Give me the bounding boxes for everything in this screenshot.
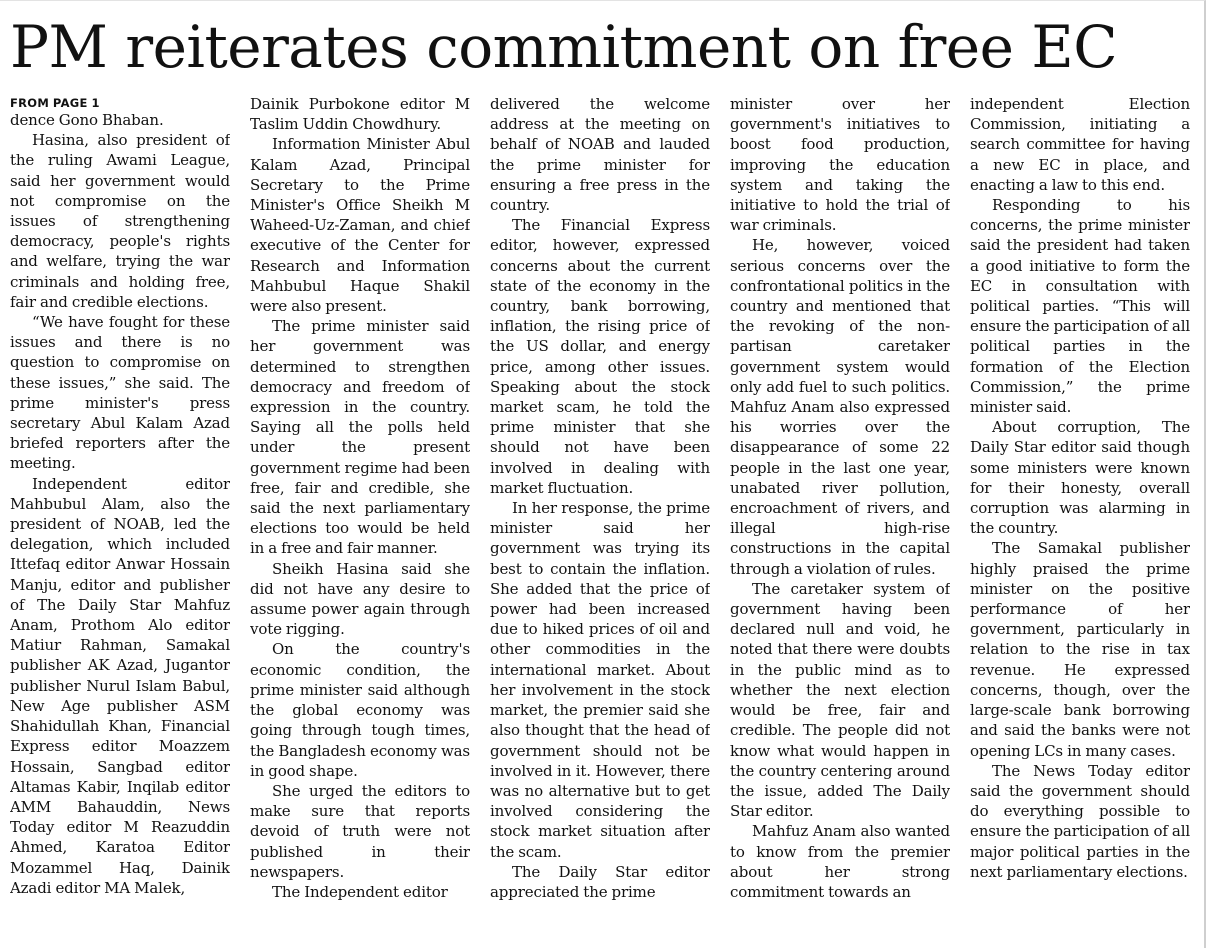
paragraph: The prime minister said her government was determined to strengthen democracy and freedom of expression in the country. Saying all the polls held under the present government regime had been free, fair and credible, she said the next parliamentary elections too would be held in a free and fair manner.	[250, 317, 470, 558]
paragraph: On the country's economic condition, the prime minister said although the global economy was going through tough times, the Bangladesh economy was in good shape.	[250, 640, 470, 780]
paragraph: The Financial Express editor, however, expressed concerns about the current state of the economy in the country, bank borrowing, inflation, the rising price of the US dollar, and energy price, among other issues. Speaking about the stock market scam, he told the prime minister that she should not have been involved in dealing with market fluctuation.	[490, 216, 710, 497]
column-5	[970, 94, 1190, 946]
article-body	[10, 94, 1194, 946]
paragraph: dence Gono Bhaban.	[10, 111, 164, 129]
paragraph: delivered the welcome address at the meeting on behalf of NOAB and lauded the prime minister for ensuring a free press in the country.	[490, 95, 710, 215]
paragraph: In her response, the prime minister said her government was trying its best to contain the inflation. She added that the price of power had been increased due to hiked prices of oil and other commodities in the international market. About her involvement in the stock market, the premier said she also thought that the head of government should not be involved in it. However, there was no alternative but to get involved considering the stock market situation after the scam.	[490, 499, 710, 861]
paragraph: Mahfuz Anam also wanted to know from the premier about her strong commitment towards an	[730, 822, 950, 901]
paragraph: Dainik Purbokone editor M Taslim Uddin Chowdhury.	[250, 95, 470, 134]
paragraph: Sheikh Hasina said she did not have any desire to assume power again through vote rigging.	[250, 559, 470, 639]
column-1	[10, 94, 230, 946]
column-4	[730, 94, 950, 946]
paragraph: Information Minister Abul Kalam Azad, Principal Secretary to the Prime Minister's Office Sheikh M Waheed-Uz-Zaman, and chief executive of the Center for Research and Information Mahbubul Haque Shakil were also present.	[250, 135, 470, 316]
column-3	[490, 94, 710, 946]
paragraph: He, however, voiced serious concerns over the confrontational politics in the country and mentioned that the revoking of the non-partisan caretaker government system would only add fuel to such politics. Mahfuz Anam also expressed his worries over the disappearance of some 22 people in the last one year, unabated river pollution, encroachment of rivers, and illegal high-rise constructions in the capital through a violation of rules.	[730, 236, 950, 578]
paragraph: “We have fought for these issues and there is no question to compromise on these issues,” she said. The prime minister's press secretary Abul Kalam Azad briefed reporters after the meeting.	[10, 313, 230, 473]
paragraph: Independent editor Mahbubul Alam, also the president of NOAB, led the delegation, which included Ittefaq editor Anwar Hossain Manju, editor and publisher of The Daily Star Mahfuz Anam, Prothom Alo editor Matiur Rahman, Samakal publisher AK Azad, Jugantor publisher Nurul Islam Babul, New Age publisher ASM Shahidullah Khan, Financial Express editor Moazzem Hossain, Sangbad editor Altamas Kabir, Inqilab editor AMM Bahauddin, News Today editor M Reazuddin Ahmed, Karatoa Editor Mozammel Haq, Dainik Azadi editor MA Malek,	[10, 474, 230, 897]
headline: PM reiterates commitment on free EC	[10, 13, 1118, 81]
paragraph: The Daily Star editor appreciated the prime	[490, 862, 710, 901]
paragraph: minister over her government's initiatives to boost food production, improving the education system and taking the initiative to hold the trial of war criminals.	[730, 95, 950, 235]
paragraph: independent Election Commission, initiating a search committee for having a new EC in place, and enacting a law to this end.	[970, 95, 1190, 194]
paragraph: Responding to his concerns, the prime minister said the president had taken a good initiative to form the EC in consultation with political parties. “This will ensure the participation of all political parties in the formation of the Election Commission,” the prime minister said.	[970, 196, 1190, 417]
paragraph: The News Today editor said the government should do everything possible to ensure the participation of all major political parties in the next parliamentary elections.	[970, 761, 1190, 881]
column-2	[250, 94, 470, 946]
paragraph: The Samakal publisher highly praised the prime minister on the positive performance of her government, particularly in relation to the rise in tax revenue. He expressed concerns, though, over the large-scale bank borrowing and said the banks were not opening LCs in many cases.	[970, 539, 1190, 760]
dateline: FROM PAGE 1	[10, 96, 100, 110]
paragraph: About corruption, The Daily Star editor said though some ministers were known for their honesty, overall corruption was alarming in the country.	[970, 418, 1190, 538]
paragraph: Hasina, also president of the ruling Awami League, said her government would not compromise on the issues of strengthening democracy, people's rights and welfare, trying the war criminals and holding free, fair and credible elections.	[10, 131, 230, 311]
paragraph: She urged the editors to make sure that reports devoid of truth were not published in their newspapers.	[250, 781, 470, 881]
paragraph: The caretaker system of government having been declared null and void, he noted that there were doubts in the public mind as to whether the next election would be free, fair and credible. The people did not know what would happen in the country centering around the issue, added The Daily Star editor.	[730, 579, 950, 821]
paragraph: The Independent editor	[272, 882, 448, 901]
